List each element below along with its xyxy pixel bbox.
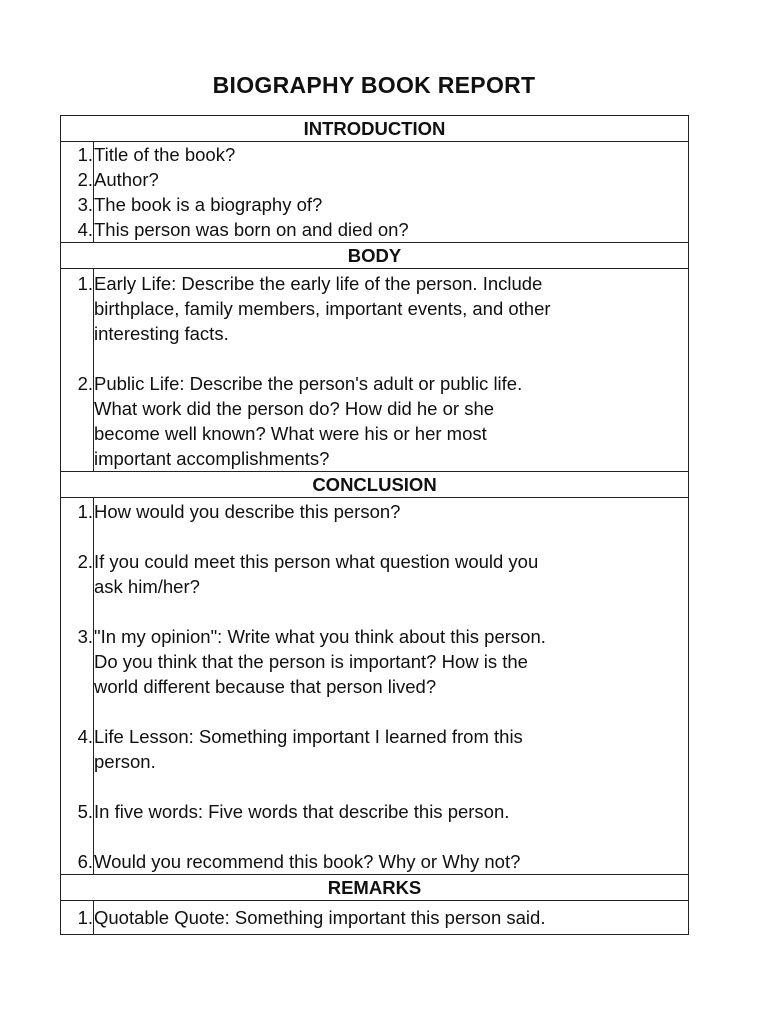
body-numbers bbox=[61, 269, 94, 472]
item-number: 4. bbox=[77, 726, 93, 747]
introduction-item-dates: This person was born on and died on? bbox=[94, 219, 409, 240]
conclusion-items bbox=[94, 498, 689, 875]
remarks-heading: REMARKS bbox=[61, 875, 689, 901]
body-row bbox=[61, 269, 689, 472]
body-public-life-line: become well known? What were his or her most bbox=[94, 423, 487, 444]
item-number: 4. bbox=[77, 219, 93, 240]
introduction-items bbox=[94, 142, 689, 243]
item-number: 1. bbox=[77, 501, 93, 522]
body-heading: BODY bbox=[61, 243, 689, 269]
introduction-heading: INTRODUCTION bbox=[61, 116, 689, 142]
conclusion-heading: CONCLUSION bbox=[61, 472, 689, 498]
conclusion-row bbox=[61, 498, 689, 875]
body-public-life-line: Public Life: Describe the person's adult or public life. bbox=[94, 373, 523, 394]
conclusion-meet-line: ask him/her? bbox=[94, 576, 200, 597]
body-public-life-line: important accomplishments? bbox=[94, 448, 330, 469]
remarks-quote-line: Quotable Quote: Something important this person said. bbox=[94, 907, 546, 928]
item-number: 1. bbox=[77, 144, 93, 165]
conclusion-opinion-line: world different because that person lived? bbox=[94, 676, 437, 697]
body-public-life-line: What work did the person do? How did he or she bbox=[94, 398, 495, 419]
body-early-life-line: interesting facts. bbox=[94, 323, 229, 344]
item-number: 3. bbox=[77, 626, 93, 647]
conclusion-life-lesson-line: Life Lesson: Something important I learned from this bbox=[94, 726, 523, 747]
conclusion-describe-line: How would you describe this person? bbox=[94, 501, 401, 522]
introduction-item-author: Author? bbox=[94, 169, 159, 190]
conclusion-opinion-line: "In my opinion": Write what you think about this person. bbox=[94, 626, 546, 647]
item-number: 3. bbox=[77, 194, 93, 215]
document-title: BIOGRAPHY BOOK REPORT bbox=[212, 72, 536, 98]
item-number: 1. bbox=[77, 273, 93, 294]
remarks-items bbox=[94, 901, 689, 935]
conclusion-opinion-line: Do you think that the person is important? How is the bbox=[94, 651, 528, 672]
body-items bbox=[94, 269, 689, 472]
report-table bbox=[60, 115, 689, 935]
conclusion-meet-line: If you could meet this person what question would you bbox=[94, 551, 539, 572]
remarks-numbers bbox=[61, 901, 94, 935]
section-header-row bbox=[61, 472, 689, 498]
section-header-row bbox=[61, 116, 689, 142]
body-early-life-line: Early Life: Describe the early life of the person. Include bbox=[94, 273, 543, 294]
introduction-numbers bbox=[61, 142, 94, 243]
introduction-item-title: Title of the book? bbox=[94, 144, 236, 165]
item-number: 6. bbox=[77, 851, 93, 872]
conclusion-numbers bbox=[61, 498, 94, 875]
item-number: 2. bbox=[77, 169, 93, 190]
item-number: 2. bbox=[77, 373, 93, 394]
introduction-item-subject: The book is a biography of? bbox=[94, 194, 323, 215]
section-header-row bbox=[61, 243, 689, 269]
introduction-row bbox=[61, 142, 689, 243]
item-number: 5. bbox=[77, 801, 93, 822]
item-number: 1. bbox=[77, 907, 93, 928]
conclusion-recommend-line: Would you recommend this book? Why or Why not? bbox=[94, 851, 521, 872]
remarks-row bbox=[61, 901, 689, 935]
conclusion-life-lesson-line: person. bbox=[94, 751, 156, 772]
item-number: 2. bbox=[77, 551, 93, 572]
body-early-life-line: birthplace, family members, important events, and other bbox=[94, 298, 551, 319]
section-header-row bbox=[61, 875, 689, 901]
conclusion-five-words-line: In five words: Five words that describe this person. bbox=[94, 801, 510, 822]
